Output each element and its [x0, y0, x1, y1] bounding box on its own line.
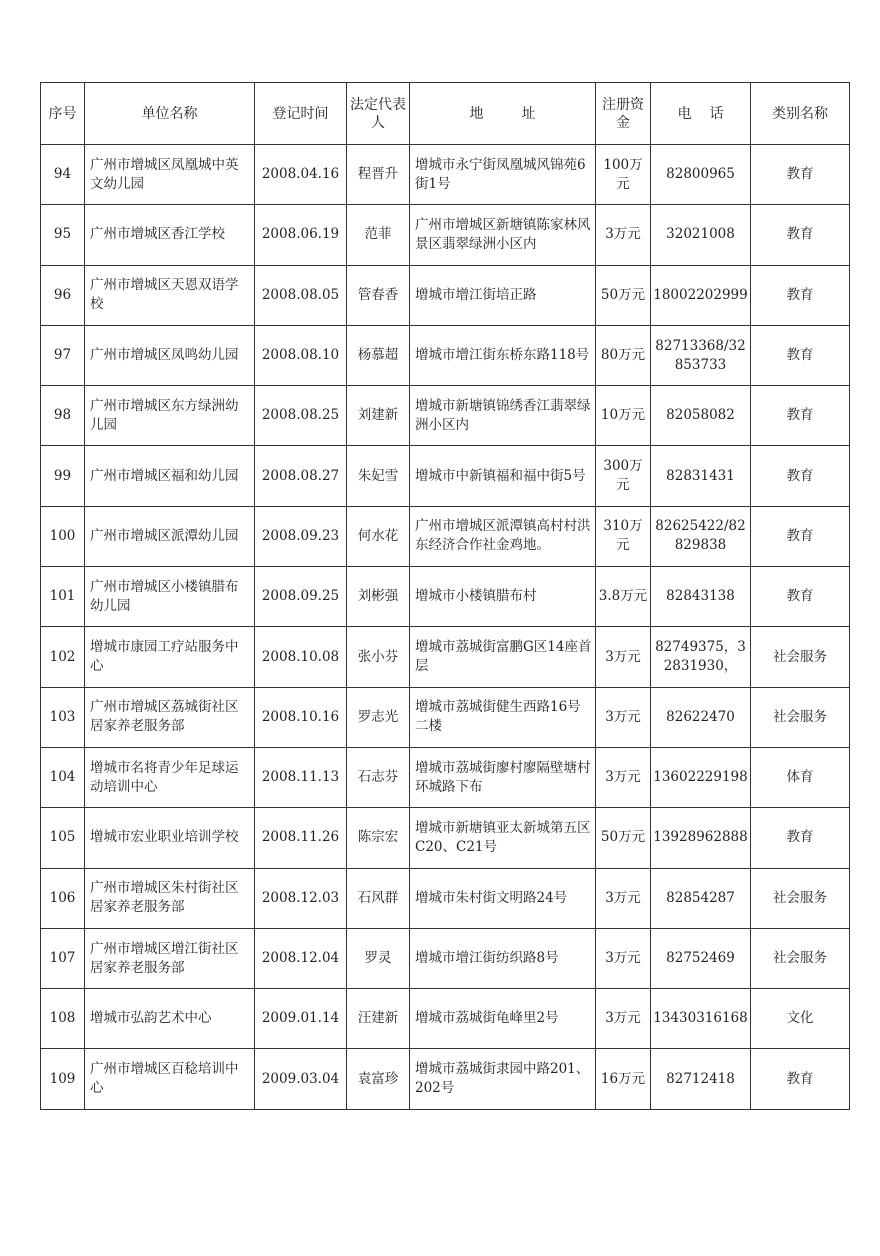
- cell-phone: 13928962888: [651, 808, 751, 868]
- cell-date: 2009.03.04: [255, 1049, 347, 1109]
- table-row: [41, 265, 850, 325]
- cell-date: 2008.08.25: [255, 386, 347, 446]
- cell-name: 广州市增城区东方绿洲幼儿园: [85, 386, 255, 446]
- cell-capital: 3万元: [596, 687, 651, 747]
- cell-name: 广州市增城区小楼镇腊布幼儿园: [85, 567, 255, 627]
- cell-capital: 80万元: [596, 325, 651, 385]
- cell-address: 增城市中新镇福和福中街5号: [410, 446, 596, 506]
- cell-capital: 3万元: [596, 868, 651, 928]
- cell-date: 2008.10.16: [255, 687, 347, 747]
- table-row: [41, 868, 850, 928]
- cell-capital: 3万元: [596, 627, 651, 687]
- header-name: 单位名称: [85, 83, 255, 145]
- cell-index: 100: [41, 506, 85, 566]
- cell-capital: 10万元: [596, 386, 651, 446]
- cell-rep: 石风群: [347, 868, 410, 928]
- cell-name: 增城市宏业职业培训学校: [85, 808, 255, 868]
- cell-name: 增城市弘韵艺术中心: [85, 989, 255, 1049]
- table-row: [41, 145, 850, 205]
- table-row: [41, 205, 850, 265]
- cell-date: 2008.04.16: [255, 145, 347, 205]
- cell-name: 广州市增城区凤鸣幼儿园: [85, 325, 255, 385]
- cell-date: 2008.11.13: [255, 747, 347, 807]
- cell-date: 2008.12.04: [255, 928, 347, 988]
- table-row: [41, 928, 850, 988]
- table-body: [41, 145, 850, 1110]
- cell-category: 教育: [751, 808, 850, 868]
- cell-capital: 16万元: [596, 1049, 651, 1109]
- cell-address: 增城市荔城街隶园中路201、202号: [410, 1049, 596, 1109]
- cell-rep: 杨慕超: [347, 325, 410, 385]
- cell-rep: 刘彬强: [347, 567, 410, 627]
- cell-phone: 82625422/82829838: [651, 506, 751, 566]
- cell-address: 增城市增江街纺织路8号: [410, 928, 596, 988]
- cell-category: 教育: [751, 446, 850, 506]
- cell-address: 增城市增江街东桥东路118号: [410, 325, 596, 385]
- cell-date: 2008.10.08: [255, 627, 347, 687]
- cell-rep: 石志芬: [347, 747, 410, 807]
- cell-address: 增城市朱村街文明路24号: [410, 868, 596, 928]
- cell-name: 增城市康园工疗站服务中心: [85, 627, 255, 687]
- table-row: [41, 446, 850, 506]
- cell-phone: 82800965: [651, 145, 751, 205]
- header-address: 地 址: [410, 83, 596, 145]
- cell-address: 增城市小楼镇腊布村: [410, 567, 596, 627]
- registration-table: [40, 82, 850, 1110]
- cell-phone: 82713368/32853733: [651, 325, 751, 385]
- cell-capital: 3.8万元: [596, 567, 651, 627]
- cell-name: 广州市增城区朱村街社区居家养老服务部: [85, 868, 255, 928]
- cell-rep: 罗灵: [347, 928, 410, 988]
- cell-address: 增城市荔城街廖村廖隔壁塘村环城路下布: [410, 747, 596, 807]
- cell-index: 96: [41, 265, 85, 325]
- cell-phone: 82712418: [651, 1049, 751, 1109]
- cell-capital: 310万元: [596, 506, 651, 566]
- cell-index: 107: [41, 928, 85, 988]
- cell-category: 社会服务: [751, 627, 850, 687]
- cell-category: 社会服务: [751, 868, 850, 928]
- cell-address: 增城市荔城街健生西路16号二楼: [410, 687, 596, 747]
- cell-address: 增城市新塘镇亚太新城第五区C20、C21号: [410, 808, 596, 868]
- table-row: [41, 747, 850, 807]
- cell-phone: 82749375，32831930，: [651, 627, 751, 687]
- cell-name: 广州市增城区百稔培训中心: [85, 1049, 255, 1109]
- cell-capital: 300万元: [596, 446, 651, 506]
- cell-index: 99: [41, 446, 85, 506]
- cell-date: 2008.08.27: [255, 446, 347, 506]
- cell-name: 广州市增城区派潭幼儿园: [85, 506, 255, 566]
- cell-rep: 管春香: [347, 265, 410, 325]
- cell-index: 109: [41, 1049, 85, 1109]
- cell-rep: 罗志光: [347, 687, 410, 747]
- header-capital: 注册资金: [596, 83, 651, 145]
- cell-name: 广州市增城区天恩双语学校: [85, 265, 255, 325]
- header-category: 类别名称: [751, 83, 850, 145]
- cell-date: 2008.08.05: [255, 265, 347, 325]
- cell-category: 教育: [751, 1049, 850, 1109]
- cell-date: 2008.08.10: [255, 325, 347, 385]
- cell-index: 108: [41, 989, 85, 1049]
- cell-category: 教育: [751, 265, 850, 325]
- cell-rep: 陈宗宏: [347, 808, 410, 868]
- table-header: [41, 83, 850, 145]
- cell-phone: 82831431: [651, 446, 751, 506]
- cell-address: 增城市新塘镇锦绣香江翡翠绿洲小区内: [410, 386, 596, 446]
- cell-address: 增城市荔城街富鹏G区14座首层: [410, 627, 596, 687]
- table-row: [41, 627, 850, 687]
- header-index: 序号: [41, 83, 85, 145]
- cell-name: 广州市增城区增江街社区居家养老服务部: [85, 928, 255, 988]
- cell-date: 2008.09.23: [255, 506, 347, 566]
- cell-name: 增城市名将青少年足球运动培训中心: [85, 747, 255, 807]
- header-date: 登记时间: [255, 83, 347, 145]
- cell-category: 体育: [751, 747, 850, 807]
- cell-rep: 朱妃雪: [347, 446, 410, 506]
- cell-address: 增城市荔城街龟峰里2号: [410, 989, 596, 1049]
- table-row: [41, 989, 850, 1049]
- cell-date: 2008.09.25: [255, 567, 347, 627]
- cell-category: 社会服务: [751, 687, 850, 747]
- cell-date: 2008.12.03: [255, 868, 347, 928]
- table-row: [41, 386, 850, 446]
- cell-index: 97: [41, 325, 85, 385]
- cell-name: 广州市增城区香江学校: [85, 205, 255, 265]
- cell-name: 广州市增城区凤凰城中英文幼儿园: [85, 145, 255, 205]
- cell-phone: 18002202999: [651, 265, 751, 325]
- cell-category: 教育: [751, 205, 850, 265]
- cell-rep: 汪建新: [347, 989, 410, 1049]
- cell-index: 106: [41, 868, 85, 928]
- cell-category: 教育: [751, 325, 850, 385]
- cell-date: 2009.01.14: [255, 989, 347, 1049]
- cell-capital: 3万元: [596, 747, 651, 807]
- cell-index: 105: [41, 808, 85, 868]
- cell-address: 广州市增城区派潭镇高村村洪东经济合作社金鸡地。: [410, 506, 596, 566]
- cell-phone: 82854287: [651, 868, 751, 928]
- header-phone: 电 话: [651, 83, 751, 145]
- table-row: [41, 567, 850, 627]
- cell-capital: 50万元: [596, 265, 651, 325]
- cell-rep: 程晋升: [347, 145, 410, 205]
- cell-index: 95: [41, 205, 85, 265]
- cell-index: 102: [41, 627, 85, 687]
- cell-category: 教育: [751, 506, 850, 566]
- registration-sheet: [40, 82, 849, 1110]
- cell-name: 广州市增城区荔城街社区居家养老服务部: [85, 687, 255, 747]
- header-rep: 法定代表人: [347, 83, 410, 145]
- cell-capital: 3万元: [596, 928, 651, 988]
- cell-category: 社会服务: [751, 928, 850, 988]
- cell-capital: 50万元: [596, 808, 651, 868]
- cell-category: 教育: [751, 145, 850, 205]
- cell-date: 2008.06.19: [255, 205, 347, 265]
- table-row: [41, 506, 850, 566]
- cell-index: 103: [41, 687, 85, 747]
- cell-phone: 82752469: [651, 928, 751, 988]
- cell-address: 广州市增城区新塘镇陈家林风景区翡翠绿洲小区内: [410, 205, 596, 265]
- cell-rep: 范菲: [347, 205, 410, 265]
- cell-index: 98: [41, 386, 85, 446]
- cell-phone: 13602229198: [651, 747, 751, 807]
- cell-capital: 3万元: [596, 989, 651, 1049]
- cell-rep: 何水花: [347, 506, 410, 566]
- cell-capital: 100万元: [596, 145, 651, 205]
- cell-name: 广州市增城区福和幼儿园: [85, 446, 255, 506]
- cell-phone: 82058082: [651, 386, 751, 446]
- cell-phone: 82622470: [651, 687, 751, 747]
- cell-address: 增城市永宁街凤凰城风锦苑6街1号: [410, 145, 596, 205]
- cell-rep: 张小芬: [347, 627, 410, 687]
- cell-category: 文化: [751, 989, 850, 1049]
- cell-address: 增城市增江街培正路: [410, 265, 596, 325]
- cell-index: 104: [41, 747, 85, 807]
- cell-index: 94: [41, 145, 85, 205]
- cell-index: 101: [41, 567, 85, 627]
- table-row: [41, 687, 850, 747]
- cell-phone: 32021008: [651, 205, 751, 265]
- cell-rep: 刘建新: [347, 386, 410, 446]
- cell-date: 2008.11.26: [255, 808, 347, 868]
- table-row: [41, 808, 850, 868]
- cell-phone: 82843138: [651, 567, 751, 627]
- cell-capital: 3万元: [596, 205, 651, 265]
- cell-category: 教育: [751, 386, 850, 446]
- table-row: [41, 325, 850, 385]
- cell-phone: 13430316168: [651, 989, 751, 1049]
- cell-rep: 袁富珍: [347, 1049, 410, 1109]
- cell-category: 教育: [751, 567, 850, 627]
- table-row: [41, 1049, 850, 1109]
